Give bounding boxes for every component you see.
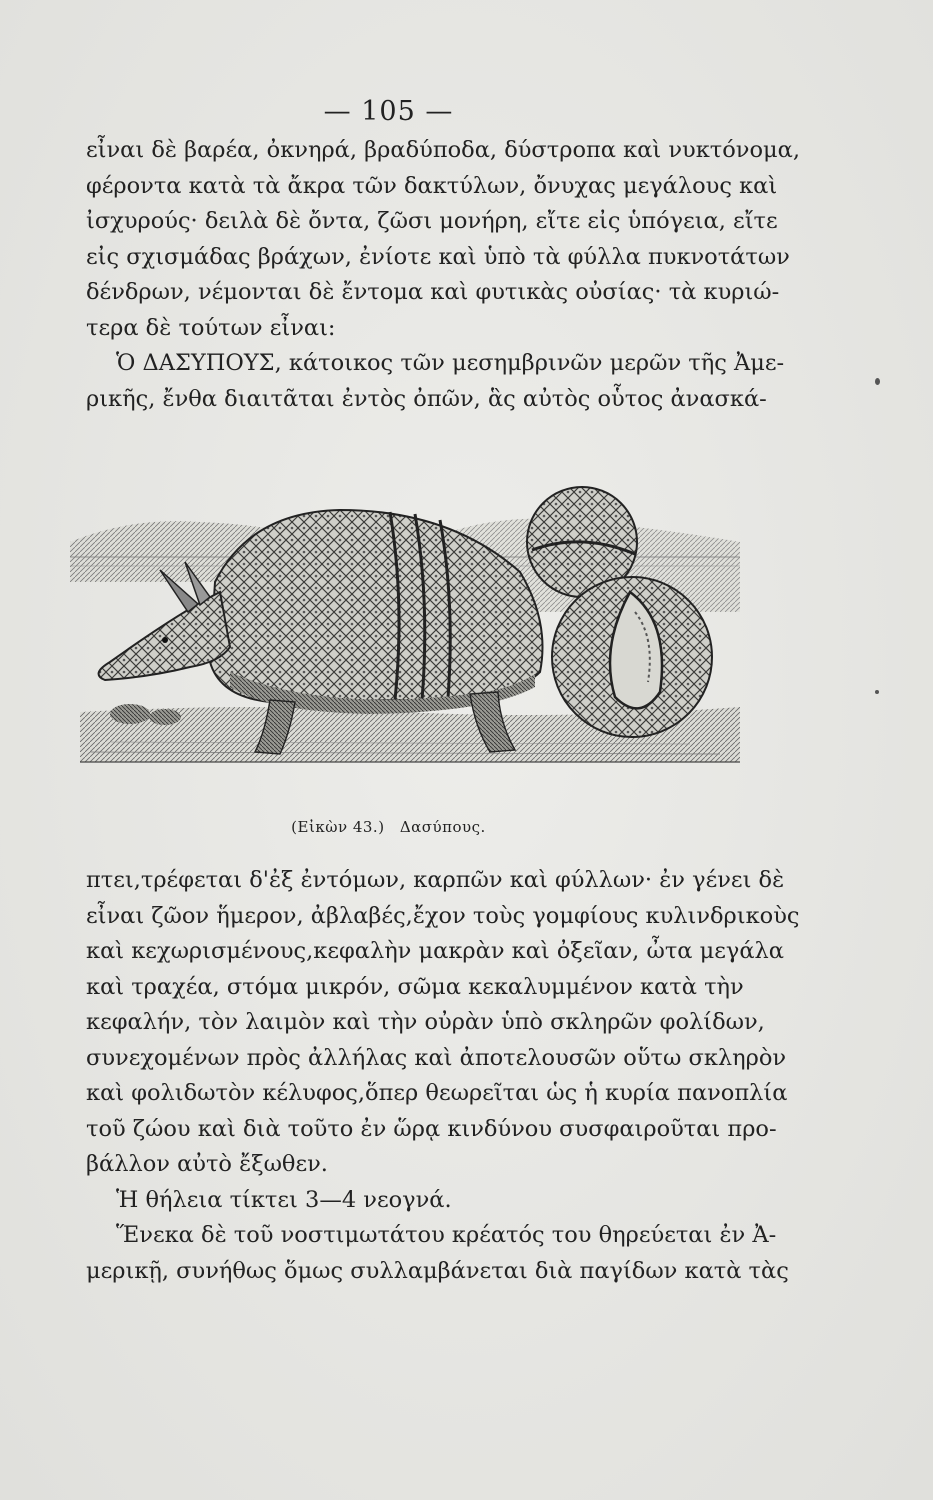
text-line: εἶναι δὲ βαρέα, ὀκνηρά, βραδύποδα, δύστροπα καὶ νυκτόνομα, bbox=[86, 137, 800, 163]
ink-speck bbox=[875, 378, 880, 385]
text-line: φέροντα κατὰ τὰ ἄκρα τῶν δακτύλων, ὄνυχας μεγάλους καὶ bbox=[86, 172, 778, 199]
text-line: δένδρων, νέμονται δὲ ἔντομα καὶ φυτικὰς οὐσίας· τὰ κυριώ- bbox=[86, 279, 780, 305]
text-line: ἰσχυρούς· δειλὰ δὲ ὄντα, ζῶσι μονήρη, εἴτε εἰς ὑπόγεια, εἴτε bbox=[86, 208, 778, 234]
text-line: πτει,τρέφεται δ'ἐξ ἐντόμων, καρπῶν καὶ φύλλων· ἐν γένει δὲ bbox=[86, 867, 785, 893]
text-line: εἶναι ζῶον ἥμερον, ἀβλαβές,ἔχον τοὺς γομφίους κυλινδρικοὺς bbox=[86, 902, 800, 929]
text-line: συνεχομένων πρὸς ἀλλήλας καὶ ἀποτελουσῶν οὕτω σκληρὸν bbox=[86, 1044, 787, 1071]
text-line: ρικῆς, ἔνθα διαιτᾶται ἐντὸς ὀπῶν, ἃς αὐτὸς οὗτος ἀνασκά- bbox=[86, 385, 767, 412]
ink-speck bbox=[875, 690, 879, 694]
text-line: Ὁ ΔΑΣΥΠΟΥΣ, κάτοικος τῶν μεσημβρινῶν μερῶν τῆς Ἀμε- bbox=[116, 350, 785, 376]
text-line: καὶ κεχωρισμένους,κεφαλὴν μακρὰν καὶ ὀξεῖαν, ὦτα μεγάλα bbox=[86, 938, 784, 964]
paragraph-top bbox=[86, 133, 800, 417]
figure-number: (Εἰκὼν 43.) bbox=[291, 818, 385, 836]
text-line: τερα δὲ τούτων εἶναι: bbox=[86, 314, 336, 341]
figure-caption bbox=[0, 818, 777, 836]
text-line: μερικῇ, συνήθως ὅμως συλλαμβάνεται διὰ παγίδων κατὰ τὰς bbox=[86, 1257, 789, 1284]
text-line: κεφαλήν, τὸν λαιμὸν καὶ τὴν οὐρὰν ὑπὸ σκληρῶν φολίδων, bbox=[86, 1009, 765, 1035]
text-line: Ἕνεκα δὲ τοῦ νοστιμωτάτου κρέατός του θηρεύεται ἐν Ἀ- bbox=[116, 1222, 777, 1248]
text-line: καὶ τραχέα, στόμα μικρόν, σῶμα κεκαλυμμένον κατὰ τὴν bbox=[86, 973, 744, 1000]
text-line: βάλλον αὐτὸ ἔξωθεν. bbox=[86, 1151, 328, 1177]
text-line: εἰς σχισμάδας βράχων, ἐνίοτε καὶ ὑπὸ τὰ φύλλα πυκνοτάτων bbox=[86, 243, 790, 270]
paragraph-bottom bbox=[86, 863, 800, 1289]
text-line: Ἡ θήλεια τίκτει 3—4 νεογνά. bbox=[116, 1186, 452, 1213]
text-line: τοῦ ζώου καὶ διὰ τοῦτο ἐν ὥρᾳ κινδύνου συσφαιροῦται προ- bbox=[86, 1115, 777, 1142]
armadillo-engraving bbox=[70, 462, 740, 787]
text-line: καὶ φολιδωτὸν κέλυφος,ὅπερ θεωρεῖται ὡς ἡ κυρία πανοπλία bbox=[86, 1080, 788, 1106]
armadillo-illustration bbox=[70, 462, 740, 787]
figure-name: Δασύπους. bbox=[399, 818, 486, 836]
page-number: — 105 — bbox=[323, 96, 454, 127]
